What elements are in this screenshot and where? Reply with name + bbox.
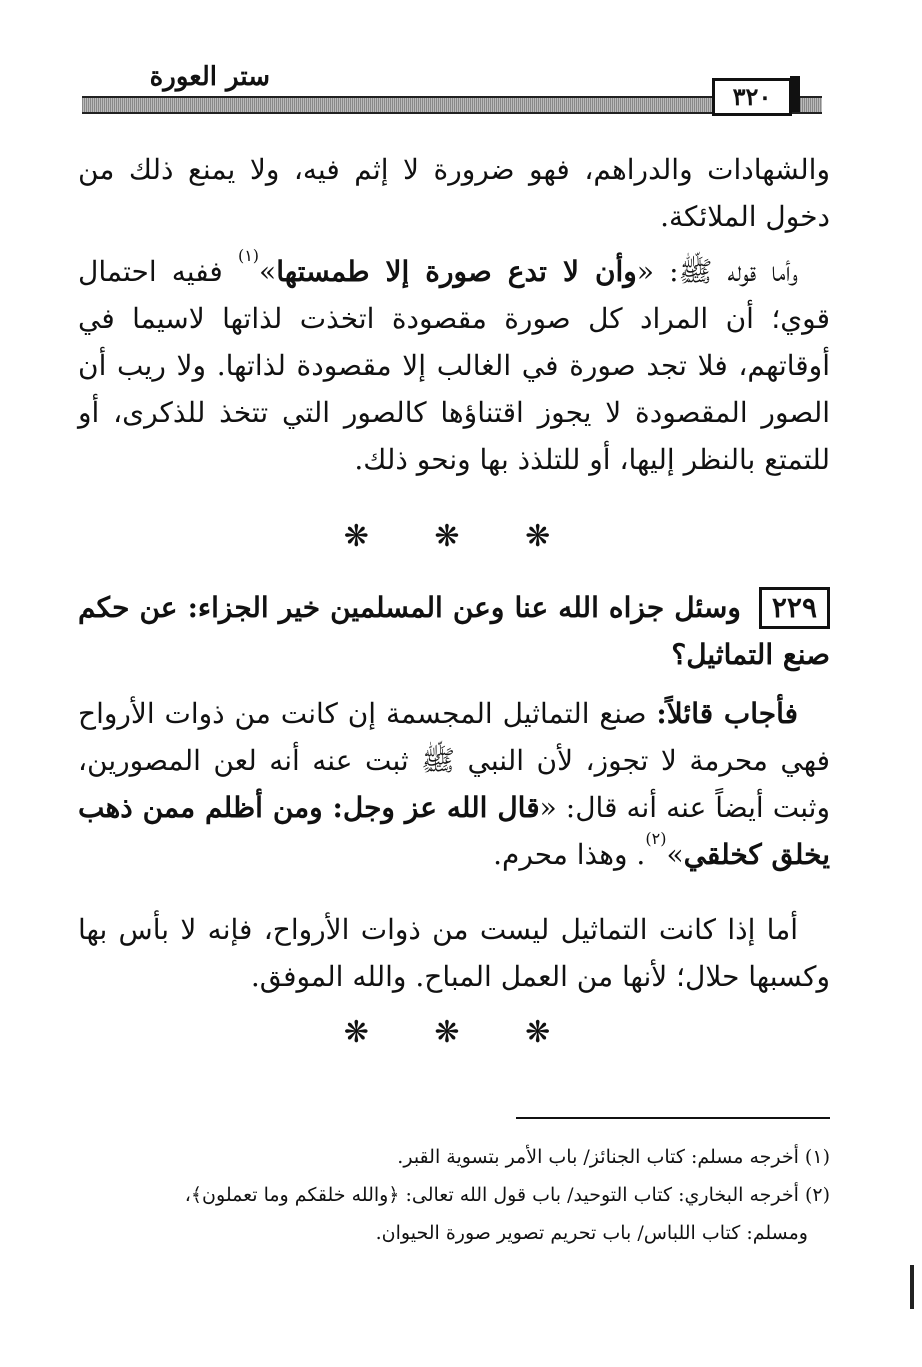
section-separator-2: ❋ ❋ ❋ — [343, 1015, 579, 1050]
question-text-line — [78, 584, 830, 678]
quote-close-1: » — [259, 255, 277, 288]
answer-block — [78, 690, 830, 878]
running-title: ستر العورة — [149, 62, 270, 92]
paragraph-2-rest: ففيه احتمال قوي؛ أن المراد كل صورة مقصودة اتخذت لذاتها لاسيما في أوقاتهم، فلا تجد صورة في الغالب إلا مقصودة لذاتها. ولا ريب أن الصور المقصودة لا يجوز اقتناؤها كالصور التي تتخذ للذكرى، أو للتمتع بالنظر إليها، أو للتلذذ بها ونحو ذلك. — [78, 255, 830, 476]
page-edge-mark — [910, 1265, 914, 1309]
header-rule — [82, 96, 822, 114]
footnotes — [78, 1138, 830, 1252]
footnote-ref-2: (٢) — [645, 829, 667, 848]
footnote-2-continued: ومسلم: كتاب اللباس/ باب تحريم تصوير صورة الحيوان. — [375, 1222, 808, 1244]
answer-intro: فأجاب قائلاً: — [656, 697, 798, 730]
paragraph-1-text: والشهادات والدراهم، فهو ضرورة لا إثم فيه، ولا يمنع ذلك من دخول الملائكة. — [78, 153, 830, 233]
paragraph-2-lead: وأما قوله ﷺ: « — [636, 255, 798, 288]
section-separator-1: ❋ ❋ ❋ — [343, 519, 579, 554]
hadith-quote-1: وأن لا تدع صورة إلا طمستها — [276, 255, 637, 288]
footnote-ref-1: (١) — [237, 246, 260, 265]
header-tab — [790, 76, 800, 112]
paragraph-2-text — [78, 248, 830, 483]
answer-text — [78, 690, 830, 878]
answer-body-2: . وهذا محرم. — [493, 838, 646, 871]
quote-close-2: » — [666, 838, 684, 871]
paragraph-4 — [78, 906, 830, 1000]
footnote-2: (٢) أخرجه البخاري: كتاب التوحيد/ باب قول الله تعالى: ﴿والله خلقكم وما تعملون﴾، — [184, 1184, 830, 1206]
question-number: ٢٢٩ — [759, 587, 830, 629]
question-text: وسئل جزاه الله عنا وعن المسلمين خير الجزاء: عن حكم صنع التماثيل؟ — [78, 591, 830, 671]
hadith-quote-2: قال الله عز وجل: ومن أظلم ممن ذهب يخلق كخلقي — [78, 791, 830, 871]
footnote-rule — [516, 1117, 830, 1119]
page-number: ٣٢٠ — [712, 78, 792, 116]
paragraph-2 — [78, 248, 830, 483]
answer-body-1: صنع التماثيل المجسمة إن كانت من ذوات الأرواح فهي محرمة لا تجوز، لأن النبي ﷺ ثبت عنه أنه لعن المصورين، وثبت أيضاً عنه أنه قال: « — [78, 697, 830, 824]
footnote-1: (١) أخرجه مسلم: كتاب الجنائز/ باب الأمر بتسوية القبر. — [397, 1146, 830, 1168]
paragraph-1 — [78, 146, 830, 240]
paragraph-4-text: أما إذا كانت التماثيل ليست من ذوات الأرواح، فإنه لا بأس بها وكسبها حلال؛ لأنها من العمل المباح. والله الموفق. — [78, 913, 830, 993]
question-block — [78, 584, 830, 678]
